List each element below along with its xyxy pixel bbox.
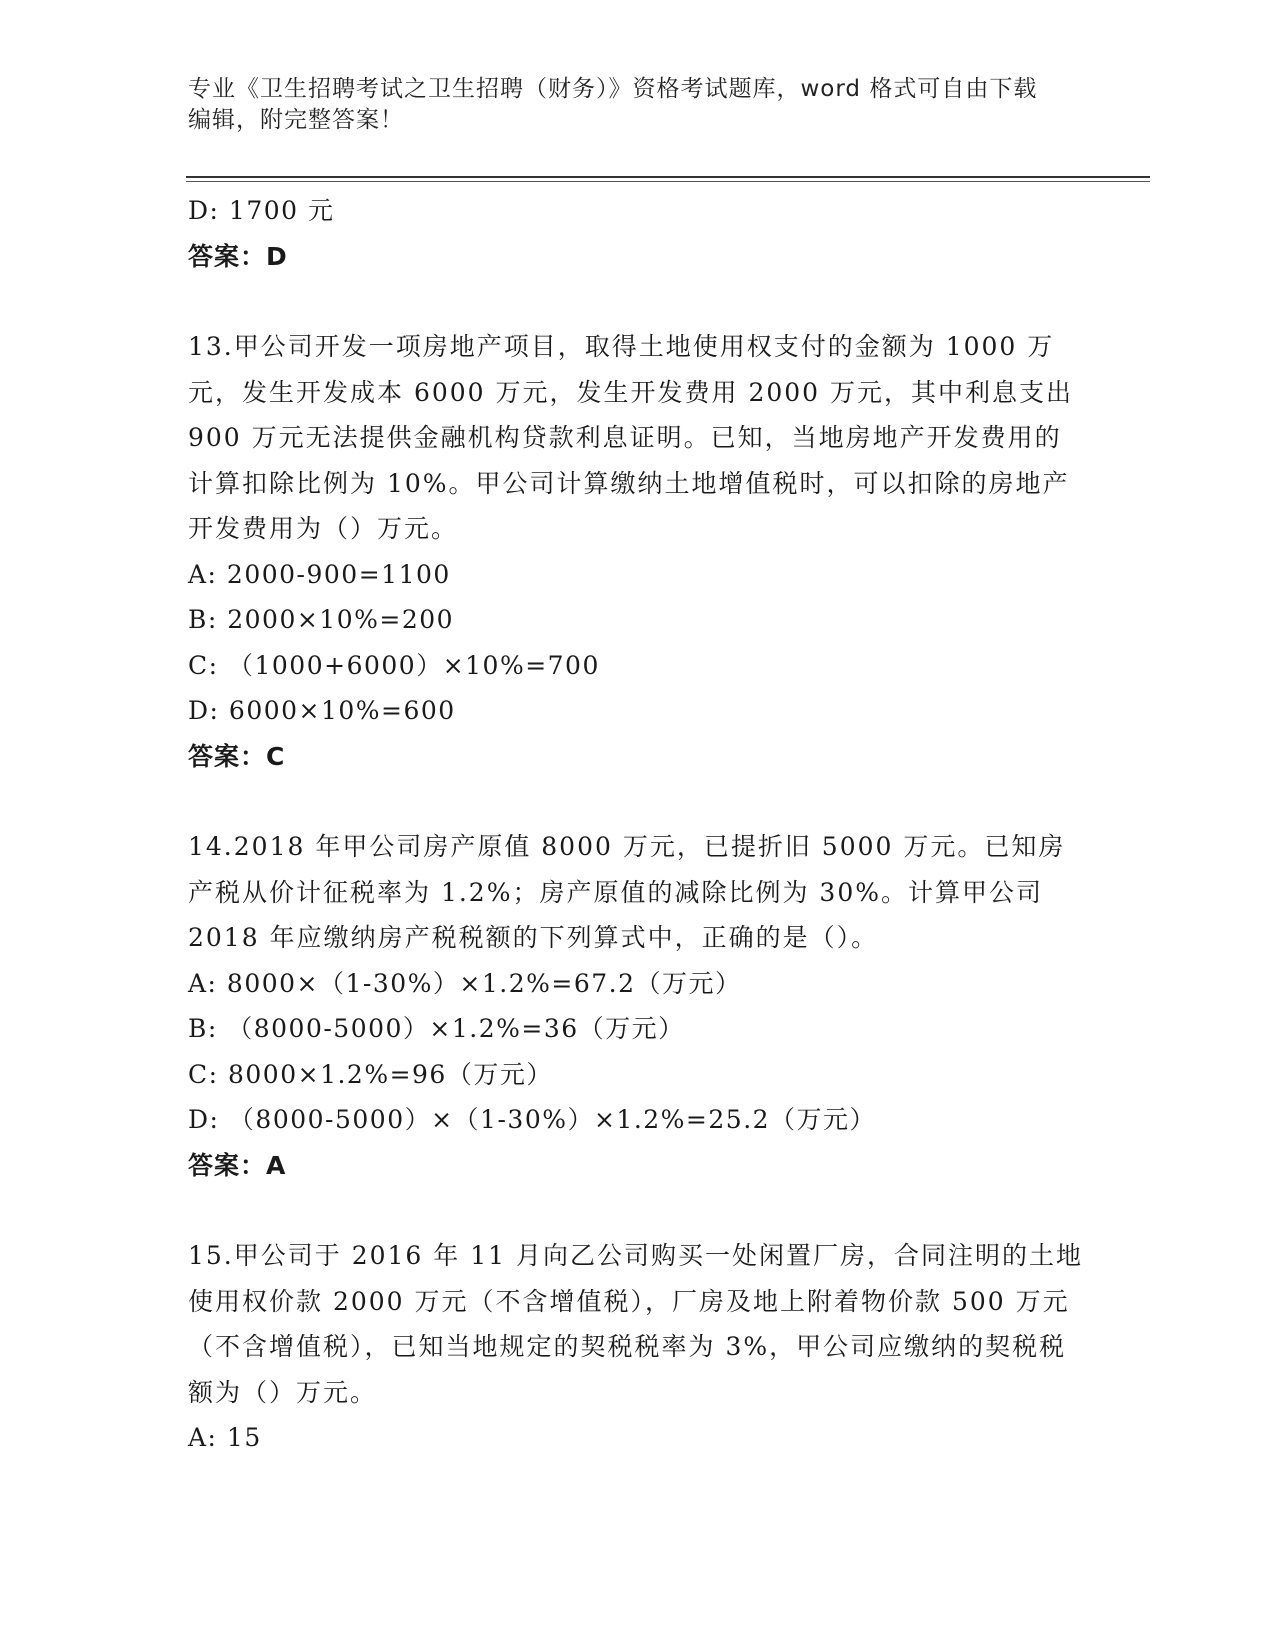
spacer <box>188 279 1088 324</box>
option-a: A: 15 <box>188 1423 262 1452</box>
question-content <box>188 188 1088 1461</box>
option-b: B: 2000×10%=200 <box>188 605 455 634</box>
prev-answer: 答案：D <box>188 241 288 271</box>
option-c: C: 8000×1.2%=96（万元） <box>188 1059 553 1089</box>
prev-option-d: D: 1700 元 <box>188 196 335 225</box>
document-header <box>188 74 1088 136</box>
header-line-1: 专业《卫生招聘考试之卫生招聘（财务）》资格考试题库，word 格式可自由下载 <box>188 76 1038 102</box>
question-stem: 14.2018 年甲公司房产原值 8000 万元，已提折旧 5000 万元。已知房产税从价计征税率为 1.2%；房产原值的减除比例为 30%。计算甲公司 2018 年应缴纳房产税税额的下列算式中，正确的是（）。 <box>188 832 1066 952</box>
question-15 <box>188 1233 1088 1461</box>
option-d: D: 6000×10%=600 <box>188 696 456 725</box>
header-line-2: 编辑，附完整答案！ <box>188 107 404 133</box>
answer: 答案：C <box>188 741 286 771</box>
option-d: D: （8000-5000）×（1-30%）×1.2%=25.2（万元） <box>188 1105 877 1134</box>
question-13 <box>188 324 1088 779</box>
header-divider-thick <box>186 176 1150 178</box>
question-stem: 15.甲公司于 2016 年 11 月向乙公司购买一处闲置厂房，合同注明的土地使用权价款 2000 万元（不含增值税），厂房及地上附着物价款 500 万元（不含增值税），已知当地规定的契税税率为 3%，甲公司应缴纳的契税税额为（）万元。 <box>188 1241 1083 1407</box>
spacer <box>188 1188 1088 1233</box>
question-14 <box>188 824 1088 1188</box>
option-a: A: 8000×（1-30%）×1.2%=67.2（万元） <box>188 968 742 998</box>
option-c: C: （1000+6000）×10%=700 <box>188 650 600 680</box>
option-a: A: 2000-900=1100 <box>188 559 451 589</box>
answer: 答案：A <box>188 1150 287 1180</box>
option-b: B: （8000-5000）×1.2%=36（万元） <box>188 1014 685 1043</box>
spacer <box>188 779 1088 824</box>
header-divider-thin <box>186 181 1150 182</box>
question-stem: 13.甲公司开发一项房地产项目，取得土地使用权支付的金额为 1000 万元，发生开发成本 6000 万元，发生开发费用 2000 万元，其中利息支出 900 万元无法提供金融机构贷款利息证明。已知，当地房地产开发费用的计算扣除比例为 10%。甲公司计算缴纳土地增值税时，可以扣除的房地产开发费用为（）万元。 <box>188 332 1074 543</box>
